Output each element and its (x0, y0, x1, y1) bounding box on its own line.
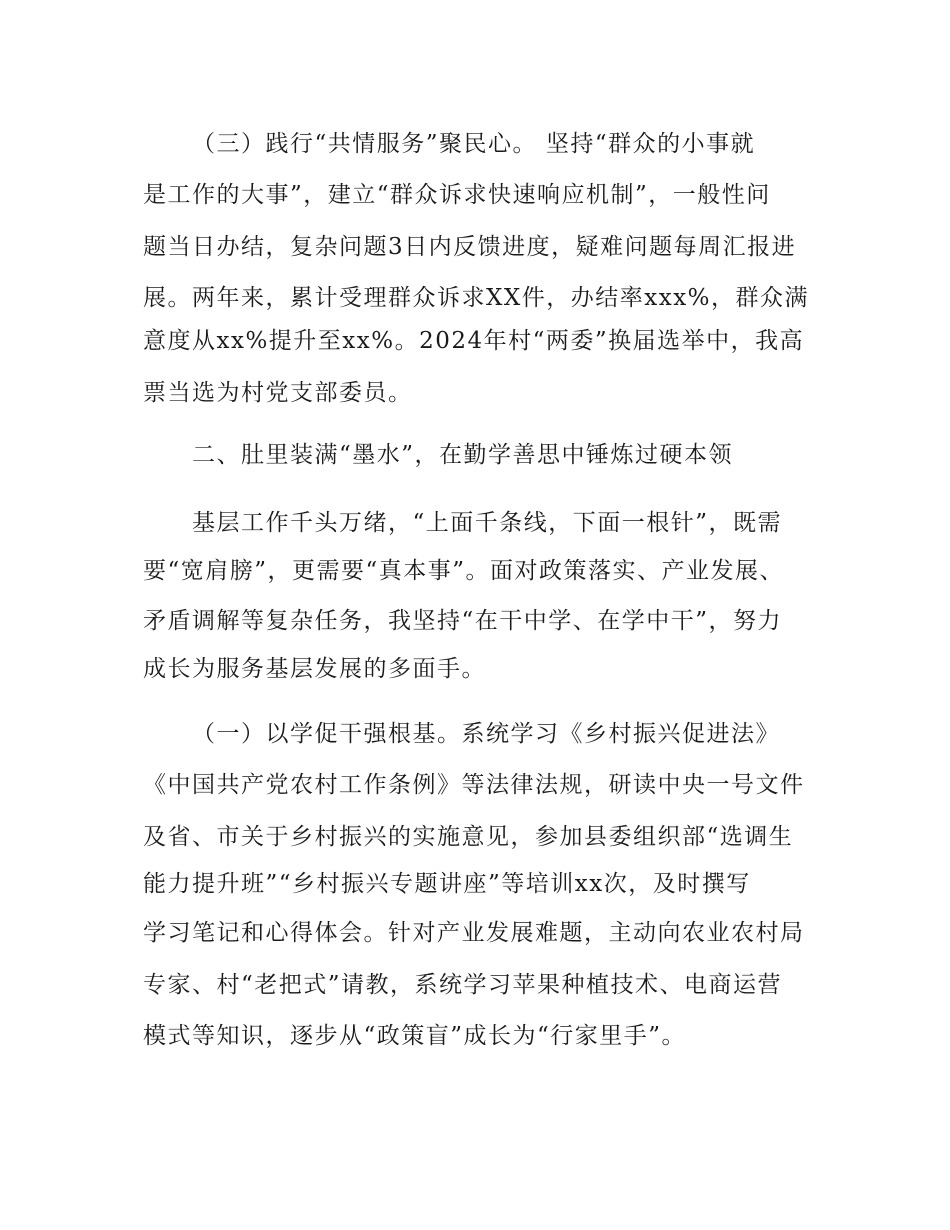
paragraph-3-line-1: （三）践行“共情服务”聚民心。 坚持“群众的小事就 (192, 131, 756, 157)
intro-line-4: 成长为服务基层发展的多面手。 (143, 656, 486, 682)
intro-line-3: 矛盾调解等复杂任务，我坚持“在干中学、在学中干”，努力 (143, 608, 783, 634)
subsection-1-line-6: 专家、村“老把式”请教，系统学习苹果种植技术、电商运营 (143, 972, 783, 998)
section-heading-2: 二、肚里装满“墨水”，在勤学善思中锤炼过硬本领 (192, 442, 734, 468)
paragraph-3-line-3: 题当日办结，复杂问题3日内反馈进度，疑难问题每周汇报进 (143, 234, 797, 260)
subsection-1-line-1: （一）以学促干强根基。系统学习《乡村振兴促进法》 (192, 721, 780, 747)
subsection-1-line-7: 模式等知识，逐步从“政策盲”成长为“行家里手”。 (143, 1023, 687, 1049)
paragraph-3-line-6: 票当选为村党支部委员。 (143, 380, 413, 406)
paragraph-3-line-5: 意度从xx%提升至xx%。2024年村“两委”换届选举中，我高 (143, 328, 805, 354)
paragraph-3-line-2: 是工作的大事”，建立“群众诉求快速响应机制”，一般性问 (143, 182, 771, 208)
intro-line-1: 基层工作千头万绪，“上面千条线，下面一根针”，既需 (192, 510, 783, 536)
subsection-1-line-3: 及省、市关于乡村振兴的实施意见，参加县委组织部“选调生 (143, 824, 794, 850)
subsection-1-line-4: 能力提升班”“乡村振兴专题讲座”等培训xx次，及时撰写 (143, 871, 751, 897)
subsection-1-line-2: 《中国共产党农村工作条例》等法律法规，研读中央一号文件 (143, 772, 805, 798)
intro-line-2: 要“宽肩膀”，更需要“真本事”。面对政策落实、产业发展、 (143, 558, 785, 584)
paragraph-3-line-4: 展。两年来，累计受理群众诉求XX件，办结率xxx%，群众满 (143, 285, 810, 311)
subsection-1-line-5: 学习笔记和心得体会。针对产业发展难题，主动向农业农村局 (143, 920, 805, 946)
